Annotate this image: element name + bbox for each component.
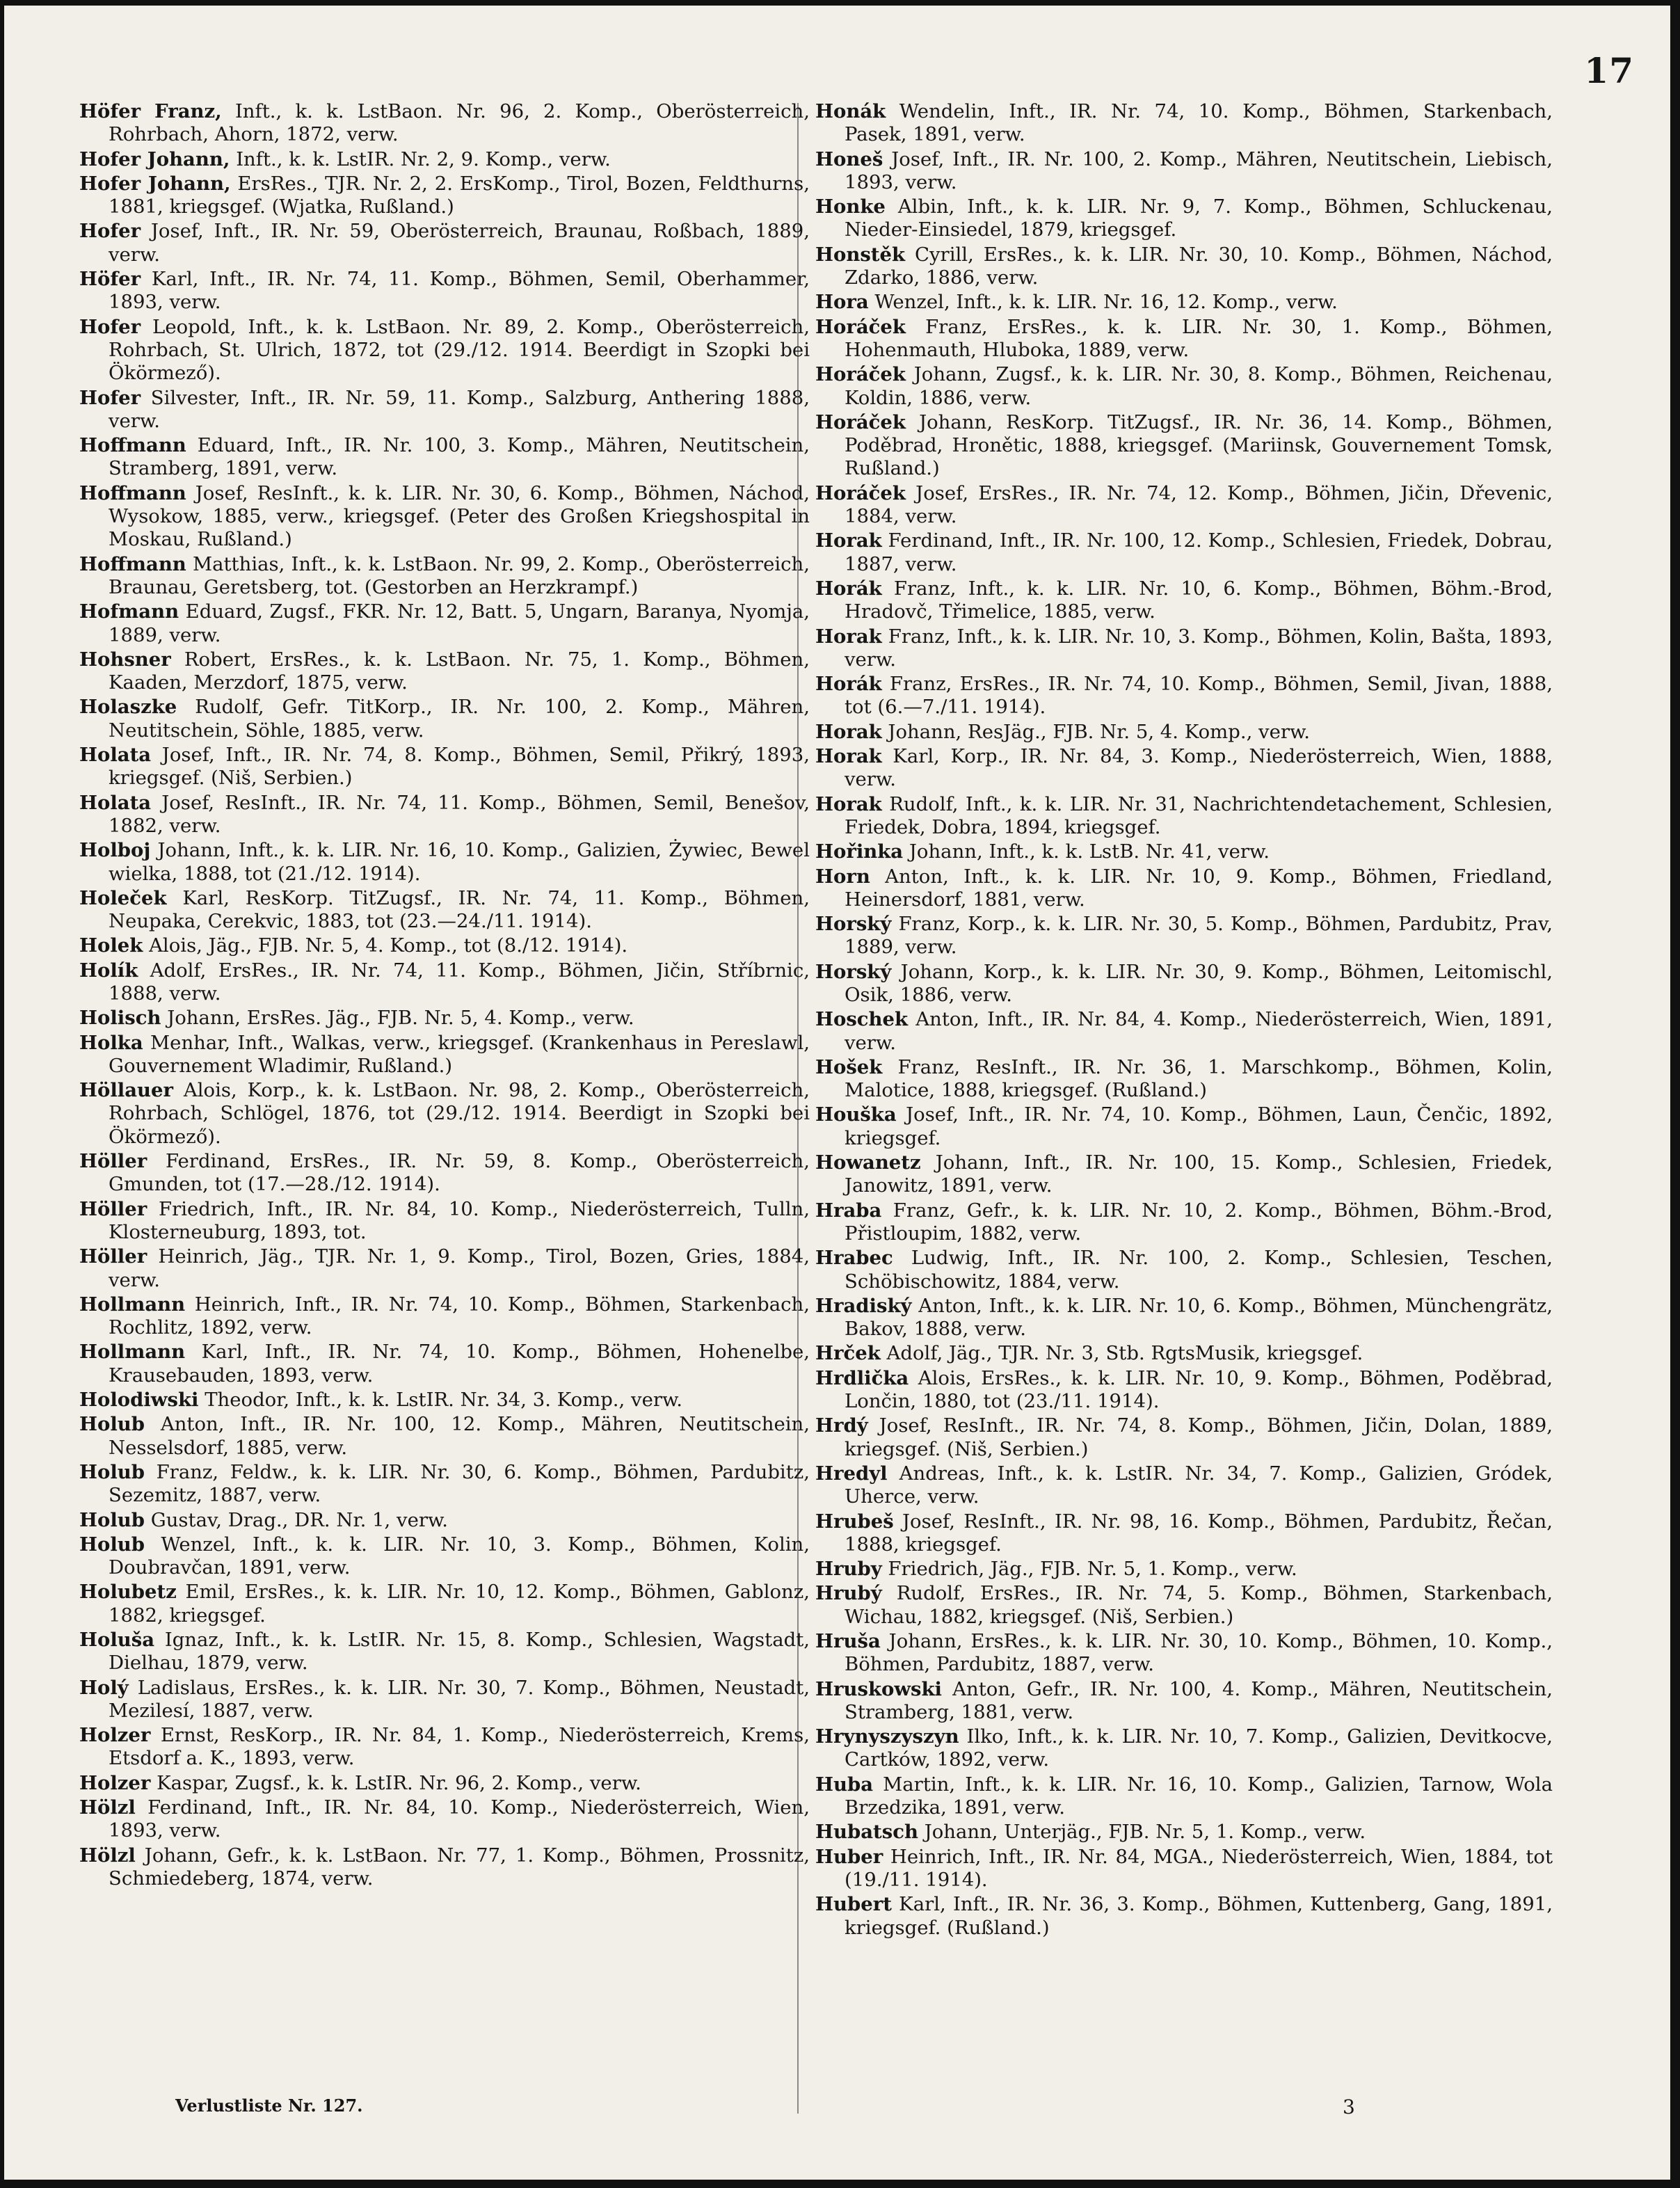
entry-details: Matthias, Inft., k. k. LstBaon. Nr. 99, 2. Komp., Oberösterreich, Braunau, Geretsberg, tot. (Gestorben an Herzkrampf.) <box>109 552 810 598</box>
casualty-entry <box>79 1245 810 1292</box>
casualty-entry <box>815 1342 1553 1365</box>
entry-details: Emil, ErsRes., k. k. LIR. Nr. 10, 12. Komp., Böhmen, Gablonz, 1882, kriegsgef. <box>109 1581 810 1627</box>
entry-surname: Hrubeš <box>815 1510 894 1533</box>
entry-details: Johann, ResKorp. TitZugsf., IR. Nr. 36, 14. Komp., Böhmen, Poděbrad, Hronětic, 1888, kriegsgef. (Mariinsk, Gouvernement Tomsk, Rußland.) <box>845 410 1553 480</box>
entry-details: Adolf, ErsRes., IR. Nr. 74, 11. Komp., Böhmen, Jičin, Stříbrnic, 1888, verw. <box>109 959 810 1005</box>
casualty-entry <box>79 1079 810 1149</box>
entry-surname: Honke <box>815 195 886 218</box>
entry-surname: Höller <box>79 1150 147 1173</box>
casualty-entry <box>79 1533 810 1580</box>
entry-details: Ferdinand, Inft., IR. Nr. 100, 12. Komp., Schlesien, Friedek, Dobrau, 1887, verw. <box>845 529 1553 575</box>
entry-details: Karl, Korp., IR. Nr. 84, 3. Komp., Niederösterreich, Wien, 1888, verw. <box>845 745 1553 791</box>
entry-details: Josef, Inft., IR. Nr. 74, 10. Komp., Böhmen, Laun, Čenčic, 1892, kriegsgef. <box>845 1103 1553 1149</box>
casualty-entry <box>79 100 810 147</box>
entry-surname: Hradiský <box>815 1294 912 1317</box>
entry-surname: Howanetz <box>815 1151 921 1174</box>
entry-surname: Hofer Johann, <box>79 172 231 195</box>
entry-surname: Höllauer <box>79 1079 174 1102</box>
entry-details: Martin, Inft., k. k. LIR. Nr. 16, 10. Komp., Galizien, Tarnow, Wola Brzedzika, 1891, verw. <box>845 1773 1553 1819</box>
entry-surname: Hofer Johann, <box>79 147 230 170</box>
entry-surname: Hruša <box>815 1630 881 1652</box>
casualty-entry <box>815 961 1553 1007</box>
entry-details: Ilko, Inft., k. k. LIR. Nr. 10, 7. Komp., Galizien, Devitkocve, Cartków, 1892, verw. <box>845 1725 1553 1771</box>
casualty-entry <box>815 411 1553 481</box>
entry-details: Rudolf, Gefr. TitKorp., IR. Nr. 100, 2. Komp., Mähren, Neutitschein, Söhle, 1885, verw. <box>109 696 810 742</box>
entry-surname: Hořinka <box>815 840 904 863</box>
casualty-entry <box>815 1151 1553 1198</box>
entry-surname: Horak <box>815 625 882 648</box>
entry-surname: Hofmann <box>79 600 179 623</box>
entry-details: Franz, Gefr., k. k. LIR. Nr. 10, 2. Komp., Böhmen, Böhm.-Brod, Přistloupim, 1882, verw. <box>845 1199 1553 1245</box>
casualty-entry <box>815 1893 1553 1940</box>
casualty-entry <box>79 1461 810 1508</box>
entry-details: Franz, ErsRes., IR. Nr. 74, 10. Komp., Böhmen, Semil, Jivan, 1888, tot (6.—7./11. 1914). <box>845 673 1553 719</box>
casualty-entry <box>79 316 810 385</box>
entry-details: Rudolf, Inft., k. k. LIR. Nr. 31, Nachrichtendetachement, Schlesien, Friedek, Dobra, 1894, kriegsgef. <box>845 792 1553 838</box>
casualty-entry <box>815 482 1553 529</box>
entry-details: Johann, Unterjäg., FJB. Nr. 5, 1. Komp., verw. <box>918 1821 1366 1844</box>
entry-details: Friedrich, Jäg., FJB. Nr. 5, 1. Komp., verw. <box>881 1558 1297 1581</box>
casualty-entry <box>815 1247 1553 1293</box>
entry-surname: Hrynyszyszyn <box>815 1725 959 1748</box>
entry-details: Friedrich, Inft., IR. Nr. 84, 10. Komp., Niederösterreich, Tulln, Klosterneuburg, 1893, tot. <box>109 1197 810 1243</box>
entry-details: Wendelin, Inft., IR. Nr. 74, 10. Komp., Böhmen, Starkenbach, Pasek, 1891, verw. <box>845 100 1553 146</box>
footer-label: Verlustliste Nr. 127. <box>175 2095 363 2116</box>
entry-surname: Höfer Franz, <box>79 100 222 122</box>
entry-details: Johann, Inft., IR. Nr. 100, 15. Komp., Schlesien, Friedek, Janowitz, 1891, verw. <box>845 1151 1553 1197</box>
entry-surname: Holub <box>79 1533 145 1556</box>
casualty-entry <box>815 1773 1553 1820</box>
entry-details: Theodor, Inft., k. k. LstIR. Nr. 34, 3. Komp., verw. <box>198 1389 683 1412</box>
casualty-entry <box>79 887 810 934</box>
entry-details: Anton, Inft., IR. Nr. 84, 4. Komp., Niederösterreich, Wien, 1891, verw. <box>845 1008 1553 1054</box>
entry-surname: Holboj <box>79 839 151 862</box>
entry-details: Heinrich, Inft., IR. Nr. 84, MGA., Niederösterreich, Wien, 1884, tot (19./11. 1914). <box>845 1845 1553 1891</box>
entry-details: Franz, Korp., k. k. LIR. Nr. 30, 5. Komp., Böhmen, Pardubitz, Prav, 1889, verw. <box>845 913 1553 959</box>
casualty-entry <box>79 1509 810 1532</box>
entry-surname: Hredyl <box>815 1462 888 1485</box>
casualty-entry <box>79 482 810 552</box>
entry-details: Anton, Gefr., IR. Nr. 100, 4. Komp., Mähren, Neutitschein, Stramberg, 1881, verw. <box>845 1677 1553 1723</box>
casualty-entry <box>815 291 1553 314</box>
entry-surname: Holubetz <box>79 1581 177 1604</box>
casualty-entry <box>815 1558 1553 1581</box>
entry-surname: Hofer <box>79 220 141 243</box>
entry-details: Menhar, Inft., Walkas, verw., kriegsgef. (Krankenhaus in Pereslawl, Gouvernement Wladimir, Rußland.) <box>109 1031 810 1077</box>
entry-surname: Hora <box>815 291 869 314</box>
entry-details: Inft., k. k. LstIR. Nr. 2, 9. Komp., verw. <box>230 147 611 170</box>
entry-surname: Horáček <box>815 481 906 504</box>
entry-details: Franz, ResInft., IR. Nr. 36, 1. Marschkomp., Böhmen, Kolin, Malotice, 1888, kriegsgef. (Rußland.) <box>845 1055 1553 1102</box>
casualty-entry <box>815 363 1553 410</box>
casualty-entry <box>815 1414 1553 1461</box>
casualty-entry <box>815 1725 1553 1772</box>
entry-details: Inft., k. k. LstBaon. Nr. 96, 2. Komp., Oberösterreich, Rohrbach, Ahorn, 1872, verw. <box>109 100 810 146</box>
entry-details: Gustav, Drag., DR. Nr. 1, verw. <box>145 1508 449 1531</box>
casualty-entry <box>815 1510 1553 1557</box>
entry-surname: Honák <box>815 100 886 122</box>
casualty-entry <box>815 1821 1553 1844</box>
casualty-entry <box>79 839 810 886</box>
entry-surname: Hölzl <box>79 1796 136 1819</box>
entry-surname: Holub <box>79 1413 145 1436</box>
casualty-entry <box>79 434 810 481</box>
casualty-entry <box>815 673 1553 719</box>
casualty-entry <box>815 577 1553 624</box>
casualty-entry <box>815 195 1553 242</box>
entry-details: Franz, Inft., k. k. LIR. Nr. 10, 6. Komp., Böhmen, Böhm.-Brod, Hradovč, Třimelice, 1885, verw. <box>845 577 1553 623</box>
entry-details: Heinrich, Jäg., TJR. Nr. 1, 9. Komp., Tirol, Bozen, Gries, 1884, verw. <box>109 1245 810 1291</box>
casualty-entry <box>79 268 810 314</box>
page-number: 17 <box>1584 50 1634 91</box>
entry-surname: Hrdlička <box>815 1366 909 1389</box>
casualty-entry <box>79 1796 810 1843</box>
casualty-entry <box>79 1413 810 1460</box>
entry-details: Eduard, Inft., IR. Nr. 100, 3. Komp., Mähren, Neutitschein, Stramberg, 1891, verw. <box>109 434 810 480</box>
casualty-entry <box>815 721 1553 744</box>
casualty-entry <box>815 1582 1553 1629</box>
entry-surname: Horak <box>815 745 882 768</box>
entry-details: Cyrill, ErsRes., k. k. LIR. Nr. 30, 10. Komp., Böhmen, Náchod, Zdarko, 1886, verw. <box>845 243 1553 289</box>
casualty-entry <box>79 1032 810 1078</box>
entry-details: Johann, ErsRes., k. k. LIR. Nr. 30, 10. Komp., Böhmen, 10. Komp., Böhmen, Pardubitz, 1887, verw. <box>845 1630 1553 1676</box>
casualty-entry <box>79 600 810 647</box>
casualty-entry <box>79 696 810 742</box>
casualty-entry <box>79 387 810 433</box>
casualty-entry <box>815 840 1553 863</box>
entry-surname: Hölzl <box>79 1844 136 1867</box>
entry-details: Josef, Inft., IR. Nr. 59, Oberösterreich, Braunau, Roßbach, 1889, verw. <box>109 220 810 266</box>
entry-surname: Holata <box>79 791 152 814</box>
entry-surname: Hoffmann <box>79 552 186 575</box>
casualty-entry <box>815 625 1553 672</box>
signature-number: 3 <box>1343 2095 1355 2118</box>
casualty-entry <box>815 1367 1553 1414</box>
casualty-entry <box>79 1198 810 1245</box>
entry-surname: Horák <box>815 673 882 696</box>
casualty-entry <box>815 316 1553 362</box>
casualty-entry <box>79 1007 810 1030</box>
entry-details: Josef, ResInft., IR. Nr. 74, 11. Komp., Böhmen, Semil, Benešov, 1882, verw. <box>109 791 810 837</box>
entry-surname: Holub <box>79 1508 145 1531</box>
casualty-entry <box>79 1389 810 1412</box>
entry-details: Franz, ErsRes., k. k. LIR. Nr. 30, 1. Komp., Böhmen, Hohenmauth, Hluboka, 1889, verw. <box>845 315 1553 361</box>
casualty-entry <box>79 1150 810 1197</box>
entry-surname: Holaszke <box>79 696 177 719</box>
entry-surname: Houška <box>815 1103 897 1126</box>
entry-surname: Holý <box>79 1676 129 1699</box>
entry-surname: Hollmann <box>79 1293 186 1316</box>
casualty-entry <box>815 1103 1553 1150</box>
entry-surname: Holek <box>79 934 143 957</box>
document-page <box>4 6 1670 2180</box>
casualty-entry <box>79 1581 810 1627</box>
entry-details: Albin, Inft., k. k. LIR. Nr. 9, 7. Komp., Böhmen, Schluckenau, Nieder-Einsiedel, 1879, kriegsgef. <box>845 195 1553 241</box>
entry-surname: Hohsner <box>79 648 171 671</box>
entry-details: Karl, Inft., IR. Nr. 36, 3. Komp., Böhmen, Kuttenberg, Gang, 1891, kriegsgef. (Rußland.) <box>845 1893 1553 1939</box>
entry-surname: Horáček <box>815 315 906 338</box>
casualty-entry <box>815 100 1553 147</box>
entry-details: Robert, ErsRes., k. k. LstBaon. Nr. 75, 1. Komp., Böhmen, Kaaden, Merzdorf, 1875, verw. <box>109 648 810 694</box>
entry-details: Josef, Inft., IR. Nr. 74, 8. Komp., Böhmen, Semil, Přikrý, 1893, kriegsgef. (Niš, Serbien.) <box>109 744 810 790</box>
entry-surname: Hruskowski <box>815 1677 942 1700</box>
entry-details: Alois, Jäg., FJB. Nr. 5, 4. Komp., tot (8./12. 1914). <box>143 934 628 957</box>
entry-surname: Holuša <box>79 1629 155 1651</box>
entry-surname: Holub <box>79 1460 145 1483</box>
casualty-entry <box>815 1630 1553 1677</box>
entry-details: Johann, Inft., k. k. LIR. Nr. 16, 10. Komp., Galizien, Żywiec, Bewel wielka, 1888, tot (21./12. 1914). <box>109 839 810 885</box>
entry-details: ErsRes., TJR. Nr. 2, 2. ErsKomp., Tirol, Bozen, Feldthurns, 1881, kriegsgef. (Wjatka, Rußland.) <box>109 172 810 218</box>
entry-details: Johann, Inft., k. k. LstB. Nr. 41, verw. <box>903 840 1270 863</box>
entry-surname: Hollmann <box>79 1341 186 1364</box>
casualty-entry <box>815 1678 1553 1725</box>
casualty-entry <box>79 1772 810 1795</box>
entry-details: Johann, ErsRes. Jäg., FJB. Nr. 5, 4. Komp., verw. <box>161 1007 634 1030</box>
entry-details: Josef, Inft., IR. Nr. 100, 2. Komp., Mähren, Neutitschein, Liebisch, 1893, verw. <box>845 147 1553 193</box>
left-column <box>79 100 810 1892</box>
casualty-entry <box>815 1056 1553 1103</box>
entry-surname: Holata <box>79 744 152 767</box>
casualty-entry <box>815 1199 1553 1246</box>
entry-details: Wenzel, Inft., k. k. LIR. Nr. 10, 3. Komp., Böhmen, Kolin, Doubravčan, 1891, verw. <box>109 1533 810 1579</box>
entry-surname: Huba <box>815 1773 874 1796</box>
casualty-entry <box>815 529 1553 576</box>
entry-surname: Holodiwski <box>79 1389 199 1412</box>
entry-surname: Hrček <box>815 1342 881 1365</box>
casualty-entry <box>79 1629 810 1675</box>
casualty-entry <box>79 553 810 600</box>
casualty-entry <box>815 148 1553 195</box>
entry-surname: Hošek <box>815 1055 883 1078</box>
entry-surname: Honeš <box>815 147 883 170</box>
entry-details: Wenzel, Inft., k. k. LIR. Nr. 16, 12. Komp., verw. <box>868 291 1338 314</box>
entry-details: Josef, ResInft., k. k. LIR. Nr. 30, 6. Komp., Böhmen, Náchod, Wysokow, 1885, verw., kriegsgef. (Peter des Großen Kriegshospital in Moskau, Rußland.) <box>109 481 810 551</box>
entry-surname: Horáček <box>815 410 906 433</box>
entry-details: Franz, Inft., k. k. LIR. Nr. 10, 3. Komp., Böhmen, Kolin, Bašta, 1893, verw. <box>845 625 1553 671</box>
entry-surname: Hofer <box>79 315 141 338</box>
entry-surname: Holík <box>79 959 138 982</box>
entry-surname: Holka <box>79 1031 143 1054</box>
entry-details: Ferdinand, Inft., IR. Nr. 84, 10. Komp., Niederösterreich, Wien, 1893, verw. <box>109 1796 810 1842</box>
casualty-entry <box>79 959 810 1006</box>
entry-details: Kaspar, Zugsf., k. k. LstIR. Nr. 96, 2. Komp., verw. <box>150 1771 641 1794</box>
entry-details: Eduard, Zugsf., FKR. Nr. 12, Batt. 5, Ungarn, Baranya, Nyomja, 1889, verw. <box>109 600 810 646</box>
entry-surname: Huber <box>815 1845 883 1868</box>
entry-details: Rudolf, ErsRes., IR. Nr. 74, 5. Komp., Böhmen, Starkenbach, Wichau, 1882, kriegsgef. (Niš, Serbien.) <box>845 1582 1553 1628</box>
entry-surname: Horak <box>815 792 882 815</box>
casualty-entry <box>79 1293 810 1340</box>
entry-surname: Hoschek <box>815 1008 909 1031</box>
entry-surname: Holisch <box>79 1007 161 1030</box>
entry-surname: Hoffmann <box>79 434 186 457</box>
entry-surname: Höller <box>79 1245 147 1268</box>
entry-surname: Hraba <box>815 1199 882 1222</box>
entry-surname: Hoffmann <box>79 481 186 504</box>
entry-details: Ferdinand, ErsRes., IR. Nr. 59, 8. Komp., Oberösterreich, Gmunden, tot (17.—28./12. 1914). <box>109 1150 810 1196</box>
entry-surname: Hrubý <box>815 1582 882 1605</box>
casualty-entry <box>79 220 810 266</box>
casualty-entry <box>79 648 810 695</box>
entry-surname: Holeček <box>79 886 167 909</box>
entry-surname: Horský <box>815 913 892 936</box>
entry-details: Andreas, Inft., k. k. LstIR. Nr. 34, 7. Komp., Galizien, Gródek, Uherce, verw. <box>845 1462 1553 1508</box>
entry-surname: Horn <box>815 865 870 888</box>
entry-details: Leopold, Inft., k. k. LstBaon. Nr. 89, 2. Komp., Oberösterreich, Rohrbach, St. Ulrich, 1872, tot (29./12. 1914. Beerdigt in Szopki bei Ökörmező). <box>109 315 810 385</box>
entry-details: Johann, ResJäg., FJB. Nr. 5, 4. Komp., verw. <box>881 720 1311 743</box>
casualty-entry <box>815 745 1553 792</box>
casualty-entry <box>815 1008 1553 1055</box>
entry-details: Johann, Korp., k. k. LIR. Nr. 30, 9. Komp., Böhmen, Leitomischl, Osik, 1886, verw. <box>845 960 1553 1006</box>
right-column <box>815 100 1553 1941</box>
casualty-entry <box>79 148 810 171</box>
casualty-entry <box>815 1846 1553 1892</box>
entry-details: Heinrich, Inft., IR. Nr. 74, 10. Komp., Böhmen, Starkenbach, Rochlitz, 1892, verw. <box>109 1293 810 1339</box>
entry-details: Alois, ErsRes., k. k. LIR. Nr. 10, 9. Komp., Böhmen, Poděbrad, Lončin, 1880, tot (23./11. 1914). <box>845 1366 1553 1413</box>
entry-details: Ignaz, Inft., k. k. LstIR. Nr. 15, 8. Komp., Schlesien, Wagstadt, Dielhau, 1879, verw. <box>109 1629 810 1675</box>
entry-surname: Hubatsch <box>815 1821 918 1844</box>
entry-details: Anton, Inft., IR. Nr. 100, 12. Komp., Mähren, Neutitschein, Nesselsdorf, 1885, verw. <box>109 1413 810 1459</box>
casualty-entry <box>79 934 810 957</box>
entry-details: Anton, Inft., k. k. LIR. Nr. 10, 6. Komp., Böhmen, Münchengrätz, Bakov, 1888, verw. <box>845 1294 1553 1341</box>
entry-details: Ludwig, Inft., IR. Nr. 100, 2. Komp., Schlesien, Teschen, Schöbischowitz, 1884, verw. <box>845 1247 1553 1293</box>
entry-surname: Höfer <box>79 268 141 291</box>
casualty-entry <box>79 1341 810 1387</box>
entry-details: Josef, ErsRes., IR. Nr. 74, 12. Komp., Böhmen, Jičin, Dřevenic, 1884, verw. <box>845 481 1553 528</box>
casualty-entry <box>815 793 1553 840</box>
entry-details: Ladislaus, ErsRes., k. k. LIR. Nr. 30, 7. Komp., Böhmen, Neustadt, Mezilesí, 1887, verw. <box>109 1676 810 1722</box>
entry-surname: Horak <box>815 529 882 552</box>
entry-details: Ernst, ResKorp., IR. Nr. 84, 1. Komp., Niederösterreich, Krems, Etsdorf a. K., 1893, verw. <box>109 1724 810 1770</box>
entry-surname: Horák <box>815 577 882 600</box>
casualty-entry <box>79 1724 810 1771</box>
entry-surname: Honstěk <box>815 243 906 266</box>
casualty-entry <box>79 744 810 790</box>
casualty-entry <box>815 865 1553 912</box>
entry-surname: Holzer <box>79 1724 151 1747</box>
entry-details: Karl, ResKorp. TitZugsf., IR. Nr. 74, 11. Komp., Böhmen, Neupaka, Cerekvic, 1883, tot (23.—24./11. 1914). <box>109 886 810 933</box>
entry-surname: Hrdý <box>815 1414 868 1437</box>
entry-details: Franz, Feldw., k. k. LIR. Nr. 30, 6. Komp., Böhmen, Pardubitz, Sezemitz, 1887, verw. <box>109 1460 810 1507</box>
entry-details: Karl, Inft., IR. Nr. 74, 10. Komp., Böhmen, Hohenelbe, Krausebauden, 1893, verw. <box>109 1341 810 1387</box>
casualty-entry <box>79 792 810 838</box>
casualty-entry <box>815 913 1553 959</box>
entry-surname: Horak <box>815 720 882 743</box>
entry-details: Josef, ResInft., IR. Nr. 74, 8. Komp., Böhmen, Jičin, Dolan, 1889, kriegsgef. (Niš, Serbien.) <box>845 1414 1553 1460</box>
entry-details: Johann, Gefr., k. k. LstBaon. Nr. 77, 1. Komp., Böhmen, Prossnitz, Schmiedeberg, 1874, verw. <box>109 1844 810 1890</box>
entry-surname: Horský <box>815 960 892 983</box>
entry-surname: Hubert <box>815 1893 892 1916</box>
casualty-entry <box>79 1844 810 1891</box>
entry-surname: Horáček <box>815 363 906 386</box>
casualty-entry <box>815 1295 1553 1341</box>
entry-surname: Hruby <box>815 1558 882 1581</box>
casualty-entry <box>79 173 810 219</box>
casualty-entry <box>79 1677 810 1723</box>
casualty-entry <box>815 243 1553 290</box>
entry-details: Karl, Inft., IR. Nr. 74, 11. Komp., Böhmen, Semil, Oberhammer, 1893, verw. <box>109 268 810 314</box>
entry-surname: Hofer <box>79 386 141 409</box>
entry-surname: Holzer <box>79 1771 151 1794</box>
entry-surname: Hrabec <box>815 1247 893 1270</box>
casualty-entry <box>815 1462 1553 1509</box>
entry-details: Johann, Zugsf., k. k. LIR. Nr. 30, 8. Komp., Böhmen, Reichenau, Koldin, 1886, verw. <box>845 363 1553 409</box>
entry-details: Silvester, Inft., IR. Nr. 59, 11. Komp., Salzburg, Anthering 1888, verw. <box>109 386 810 432</box>
entry-details: Alois, Korp., k. k. LstBaon. Nr. 98, 2. Komp., Oberösterreich, Rohrbach, Schlögel, 1876, tot (29./12. 1914. Beerdigt in Szopki bei Ökörmező). <box>109 1079 810 1148</box>
entry-details: Anton, Inft., k. k. LIR. Nr. 10, 9. Komp., Böhmen, Friedland, Heinersdorf, 1881, verw. <box>845 865 1553 911</box>
entry-details: Adolf, Jäg., TJR. Nr. 3, Stb. RgtsMusik, kriegsgef. <box>880 1342 1363 1365</box>
entry-details: Josef, ResInft., IR. Nr. 98, 16. Komp., Böhmen, Pardubitz, Řečan, 1888, kriegsgef. <box>845 1510 1553 1556</box>
entry-surname: Höller <box>79 1197 147 1220</box>
